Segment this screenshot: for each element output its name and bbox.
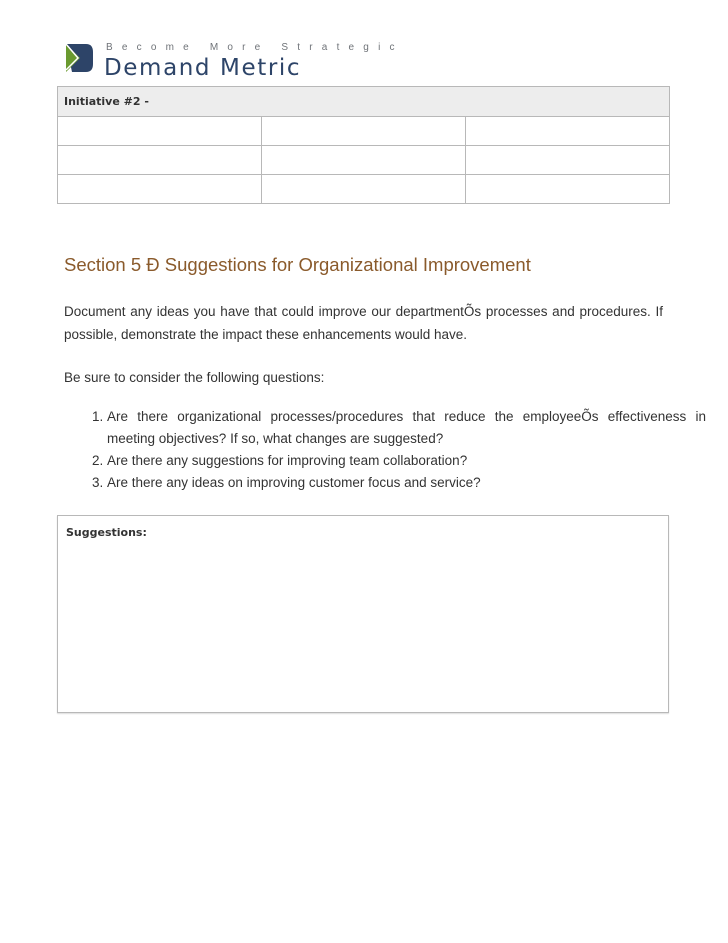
initiative-table: [57, 86, 670, 204]
logo-mark-icon: [64, 42, 94, 74]
demand-metric-logo: [64, 38, 404, 81]
suggestions-label: Suggestions:: [66, 526, 147, 539]
table-cell[interactable]: [58, 146, 262, 175]
table-row: [58, 175, 670, 204]
table-cell[interactable]: [466, 146, 670, 175]
list-item: 1. Are there organizational processes/procedures that reduce the employeeÕs effectiveness in meeting objectives? If so, what changes are suggested?: [107, 406, 706, 450]
list-item: 3. Are there any ideas on improving customer focus and service?: [107, 472, 706, 494]
table-cell[interactable]: [262, 117, 466, 146]
suggestions-box[interactable]: [57, 515, 669, 713]
logo-tagline: Become More Strategic: [106, 42, 404, 53]
initiative-header: Initiative #2 -: [58, 87, 670, 117]
logo-brand-name: Demand Metric: [104, 55, 302, 81]
section-title: Section 5 Ð Suggestions for Organizational Improvement: [64, 254, 531, 275]
section-intro: Document any ideas you have that could improve our departmentÕs processes and procedures. If possible, demonstrate the impact these enhancements would have.: [64, 304, 663, 342]
table-cell[interactable]: [466, 117, 670, 146]
questions-prompt: Be sure to consider the following questions:: [64, 370, 325, 385]
table-row: [58, 117, 670, 146]
table-cell[interactable]: [58, 175, 262, 204]
table-cell[interactable]: [262, 146, 466, 175]
questions-list: [64, 406, 706, 494]
table-cell[interactable]: [466, 175, 670, 204]
table-row: [58, 146, 670, 175]
table-cell[interactable]: [58, 117, 262, 146]
list-item: 2. Are there any suggestions for improving team collaboration?: [107, 450, 706, 472]
table-cell[interactable]: [262, 175, 466, 204]
